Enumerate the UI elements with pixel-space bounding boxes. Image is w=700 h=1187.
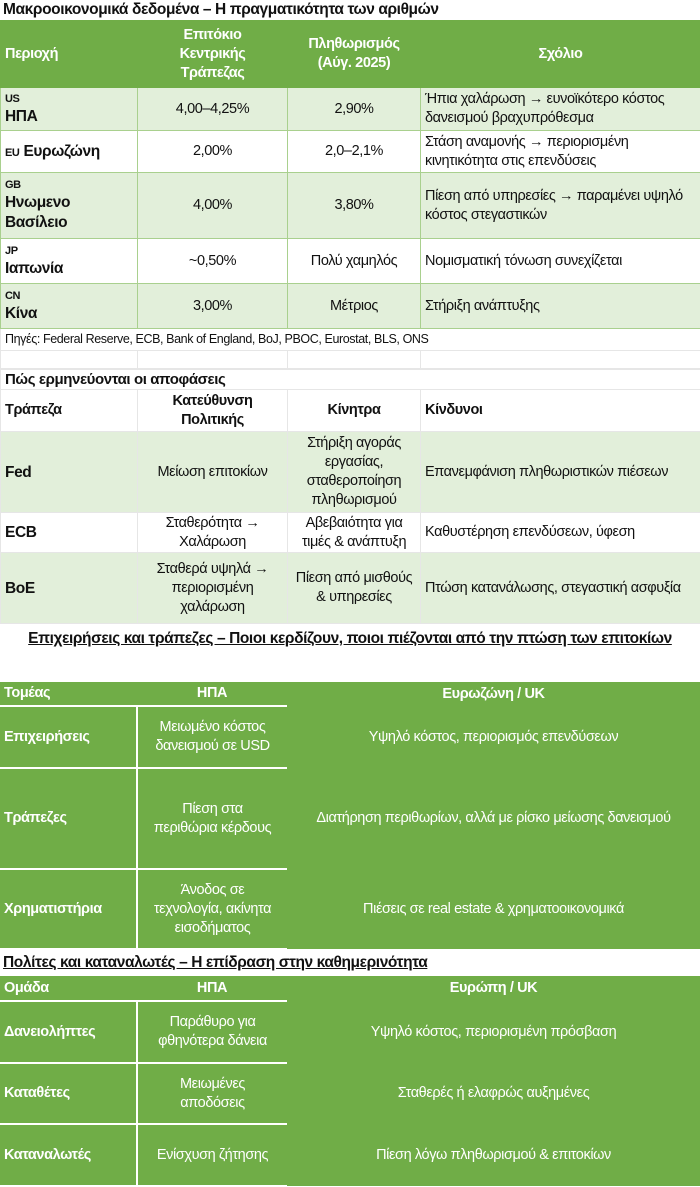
bank-cell: BoE	[1, 553, 138, 624]
header-rate: Επιτόκιο Κεντρικής Τράπεζας	[138, 21, 288, 88]
header-direction: Κατεύθυνση Πολιτικής	[138, 390, 288, 432]
header-us: ΗΠΑ	[137, 682, 287, 706]
sources-note: Πηγές: Federal Reserve, ECB, Bank of England, BoJ, PBOC, Eurostat, BLS, ONS	[1, 329, 700, 351]
inflation-cell: 2,90%	[288, 88, 421, 131]
country-code: GB	[5, 178, 133, 193]
direction-cell: Μείωση επιτοκίων	[138, 432, 288, 513]
table-row	[0, 706, 700, 768]
rate-cell: 4,00–4,25%	[138, 88, 288, 131]
eu-cell: Υψηλό κόστος, περιορισμός επενδύσεων	[287, 706, 700, 768]
bank-cell: ECB	[1, 513, 138, 553]
direction-cell: Σταθερότητα → Χαλάρωση	[138, 513, 288, 553]
citizens-table	[0, 976, 700, 1187]
decisions-title: Πώς ερμηνεύονται οι αποφάσεις	[1, 370, 700, 390]
eu-cell: Σταθερές ή ελαφρώς αυξημένες	[287, 1063, 700, 1124]
header-bank: Τράπεζα	[1, 390, 138, 432]
region-cell	[1, 173, 138, 239]
incentives-cell: Στήριξη αγοράς εργασίας, σταθεροποίηση πληθωρισμού	[288, 432, 421, 513]
comment-cell: Στήριξη ανάπτυξης	[421, 284, 700, 329]
eu-cell: Υψηλό κόστος, περιορισμένη πρόσβαση	[287, 1001, 700, 1063]
country-code: EU	[5, 147, 19, 159]
table-row	[1, 88, 700, 131]
risks-cell: Πτώση κατανάλωσης, στεγαστική ασφυξία	[421, 553, 700, 624]
us-cell: Ενίσχυση ζήτησης	[137, 1124, 287, 1186]
risks-cell: Καθυστέρηση επενδύσεων, ύφεση	[421, 513, 700, 553]
table-row	[1, 284, 700, 329]
table-row	[1, 131, 700, 173]
header-eu: Ευρώπη / UK	[287, 976, 700, 1001]
region-name: Ηνωμενο Βασίλειο	[5, 194, 70, 231]
region-name: ΗΠΑ	[5, 108, 37, 125]
business-title: Επιχειρήσεις και τράπεζες – Ποιοι κερδίζουν, ποιοι πιέζονται από την πτώση των επιτοκίων	[0, 624, 700, 682]
table-row	[0, 768, 700, 869]
comment-cell: Πίεση από υπηρεσίες → παραμένει υψηλό κόστος στεγαστικών	[421, 173, 700, 239]
table-row	[0, 1063, 700, 1124]
inflation-cell: 3,80%	[288, 173, 421, 239]
region-cell	[1, 88, 138, 131]
us-cell: Μειωμένο κόστος δανεισμού σε USD	[137, 706, 287, 768]
rate-cell: 4,00%	[138, 173, 288, 239]
header-region: Περιοχή	[1, 21, 138, 88]
group-cell: Καταθέτες	[0, 1063, 137, 1124]
us-cell: Παράθυρο για φθηνότερα δάνεια	[137, 1001, 287, 1063]
header-incentives: Κίνητρα	[288, 390, 421, 432]
inflation-cell: Μέτριος	[288, 284, 421, 329]
group-cell: Καταναλωτές	[0, 1124, 137, 1186]
table-row	[0, 1001, 700, 1063]
country-code: JP	[5, 244, 133, 259]
region-cell	[1, 284, 138, 329]
country-code: US	[5, 92, 133, 107]
citizens-title: Πολίτες και καταναλωτές – Η επίδραση στην καθημερινότητα	[0, 950, 700, 976]
group-cell: Δανειολήπτες	[0, 1001, 137, 1063]
decisions-table	[0, 369, 700, 624]
region-cell	[1, 239, 138, 284]
sector-cell: Επιχειρήσεις	[0, 706, 137, 768]
eu-cell: Πιέσεις σε real estate & χρηματοοικονομικά	[287, 869, 700, 949]
table-row	[0, 1124, 700, 1186]
macro-title: Μακροοικονομικά δεδομένα – Η πραγματικότητα των αριθμών	[0, 0, 700, 20]
inflation-cell: Πολύ χαμηλός	[288, 239, 421, 284]
table-row	[1, 553, 700, 624]
header-risks: Κίνδυνοι	[421, 390, 700, 432]
macro-table	[0, 20, 700, 369]
business-table	[0, 682, 700, 950]
region-cell	[1, 131, 138, 173]
region-name: Ευρωζώνη	[23, 143, 99, 160]
header-us: ΗΠΑ	[137, 976, 287, 1001]
table-row	[1, 239, 700, 284]
header-eu: Ευρωζώνη / UK	[287, 682, 700, 706]
bank-cell: Fed	[1, 432, 138, 513]
comment-cell: Ήπια χαλάρωση → ευνοϊκότερο κόστος δανεισμού βραχυπρόθεσμα	[421, 88, 700, 131]
comment-cell: Νομισματική τόνωση συνεχίζεται	[421, 239, 700, 284]
eu-cell: Διατήρηση περιθωρίων, αλλά με ρίσκο μείωσης δανεισμού	[287, 768, 700, 869]
table-row	[0, 869, 700, 949]
sector-cell: Τράπεζες	[0, 768, 137, 869]
rate-cell: ~0,50%	[138, 239, 288, 284]
table-row	[1, 513, 700, 553]
us-cell: Πίεση στα περιθώρια κέρδους	[137, 768, 287, 869]
sector-cell: Χρηματιστήρια	[0, 869, 137, 949]
rate-cell: 3,00%	[138, 284, 288, 329]
header-sector: Τομέας	[0, 682, 137, 706]
risks-cell: Επανεμφάνιση πληθωριστικών πιέσεων	[421, 432, 700, 513]
header-comment: Σχόλιο	[421, 21, 700, 88]
incentives-cell: Αβεβαιότητα για τιμές & ανάπτυξη	[288, 513, 421, 553]
direction-cell: Σταθερά υψηλά → περιορισμένη χαλάρωση	[138, 553, 288, 624]
comment-cell: Στάση αναμονής → περιορισμένη κινητικότητα στις επενδύσεις	[421, 131, 700, 173]
us-cell: Άνοδος σε τεχνολογία, ακίνητα εισοδήματος	[137, 869, 287, 949]
rate-cell: 2,00%	[138, 131, 288, 173]
country-code: CN	[5, 289, 133, 304]
table-row	[1, 173, 700, 239]
header-inflation: Πληθωρισμός (Αύγ. 2025)	[288, 21, 421, 88]
region-name: Ιαπωνία	[5, 260, 63, 277]
region-name: Κίνα	[5, 305, 37, 322]
table-row	[1, 432, 700, 513]
header-group: Ομάδα	[0, 976, 137, 1001]
inflation-cell: 2,0–2,1%	[288, 131, 421, 173]
eu-cell: Πίεση λόγω πληθωρισμού & επιτοκίων	[287, 1124, 700, 1186]
incentives-cell: Πίεση από μισθούς & υπηρεσίες	[288, 553, 421, 624]
us-cell: Μειωμένες αποδόσεις	[137, 1063, 287, 1124]
